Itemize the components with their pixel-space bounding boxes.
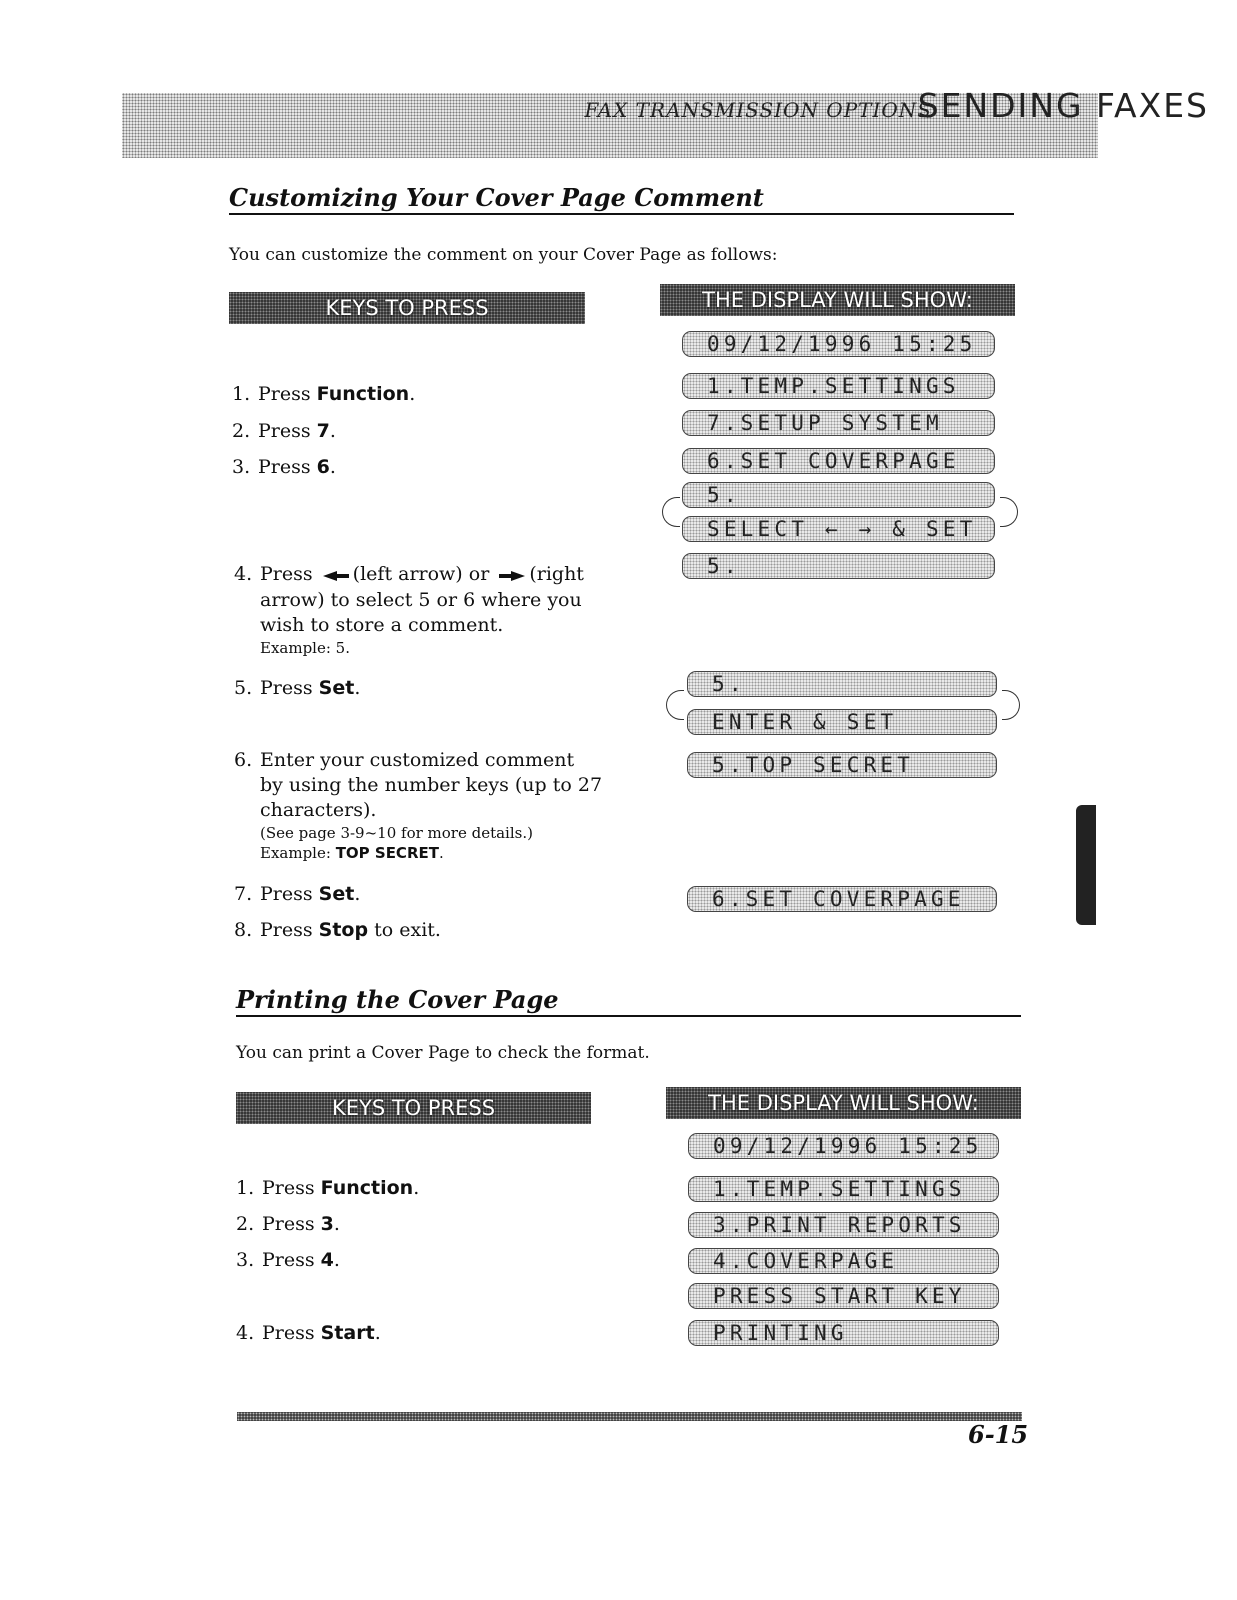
chapter-tab bbox=[1076, 805, 1096, 925]
right-arrow-icon bbox=[499, 563, 525, 588]
lcd-display: 5. bbox=[682, 553, 995, 579]
section-title-customizing: Customizing Your Cover Page Comment bbox=[229, 183, 764, 212]
cycle-arrow-icon bbox=[1000, 497, 1018, 527]
display-will-show-banner: THE DISPLAY WILL SHOW: bbox=[666, 1087, 1021, 1119]
footer-band bbox=[237, 1412, 1022, 1421]
key-name: Set bbox=[318, 883, 355, 905]
section-rule bbox=[236, 1015, 1021, 1017]
step-2: 2. Press 3. bbox=[236, 1213, 340, 1235]
see-page-note: (See page 3-9~10 for more details.) bbox=[260, 824, 533, 842]
step-number: 7. bbox=[234, 883, 253, 905]
lcd-display: PRESS START KEY bbox=[688, 1283, 999, 1309]
step-number: 4. bbox=[234, 563, 253, 585]
header-title: SENDING FAXES bbox=[917, 86, 1209, 125]
step-7: 7. Press Set. bbox=[234, 883, 361, 905]
step-4: 4. Press Start. bbox=[236, 1322, 381, 1344]
key-name: Start bbox=[320, 1322, 375, 1344]
step-5: 5. Press Set. bbox=[234, 677, 361, 699]
cycle-arrow-icon bbox=[1002, 690, 1020, 720]
step-number: 6. bbox=[234, 749, 253, 771]
lcd-display: 5. bbox=[682, 482, 995, 508]
lcd-display: 09/12/1996 15:25 bbox=[682, 331, 995, 357]
lcd-display: 4.COVERPAGE bbox=[688, 1248, 999, 1274]
step-1: 1. Press Function. bbox=[236, 1177, 420, 1199]
step-2: 2. Press 7. bbox=[232, 420, 336, 442]
key-name: 3 bbox=[320, 1213, 334, 1235]
step-number: 2. bbox=[236, 1213, 255, 1235]
lcd-display: 6.SET COVERPAGE bbox=[682, 448, 995, 474]
key-name: 4 bbox=[320, 1249, 334, 1271]
key-name: 6 bbox=[316, 456, 330, 478]
lcd-display: PRINTING bbox=[688, 1320, 999, 1346]
lcd-display: 6.SET COVERPAGE bbox=[687, 886, 997, 912]
page-number: 6-15 bbox=[968, 1420, 1029, 1449]
key-name: 7 bbox=[316, 420, 330, 442]
step-number: 8. bbox=[234, 919, 253, 941]
lcd-display: 1.TEMP.SETTINGS bbox=[682, 373, 995, 399]
step-8: 8. Press Stop to exit. bbox=[234, 919, 441, 941]
step-number: 3. bbox=[236, 1249, 255, 1271]
left-arrow-icon bbox=[323, 563, 349, 588]
step-3: 3. Press 6. bbox=[232, 456, 336, 478]
section-rule bbox=[229, 213, 1014, 215]
step-number: 4. bbox=[236, 1322, 255, 1344]
section-intro: You can print a Cover Page to check the format. bbox=[236, 1043, 650, 1063]
lcd-display: SELECT ← → & SET bbox=[682, 516, 995, 542]
step-number: 5. bbox=[234, 677, 253, 699]
step-number: 2. bbox=[232, 420, 251, 442]
example-note: Example: TOP SECRET. bbox=[260, 844, 444, 862]
key-name: Function bbox=[320, 1177, 414, 1199]
keys-to-press-banner: KEYS TO PRESS bbox=[236, 1092, 591, 1124]
lcd-display: 1.TEMP.SETTINGS bbox=[688, 1176, 999, 1202]
display-will-show-banner: THE DISPLAY WILL SHOW: bbox=[660, 284, 1015, 316]
key-name: Function bbox=[316, 383, 410, 405]
lcd-display: 09/12/1996 15:25 bbox=[688, 1133, 999, 1159]
section-title-printing: Printing the Cover Page bbox=[236, 985, 559, 1014]
lcd-display: ENTER & SET bbox=[687, 709, 997, 735]
key-name: Set bbox=[318, 677, 355, 699]
key-name: Stop bbox=[318, 919, 369, 941]
lcd-display: 3.PRINT REPORTS bbox=[688, 1212, 999, 1238]
cycle-arrow-icon bbox=[666, 690, 684, 720]
step-number: 1. bbox=[232, 383, 251, 405]
step-3: 3. Press 4. bbox=[236, 1249, 340, 1271]
step-number: 1. bbox=[236, 1177, 255, 1199]
lcd-display: 7.SETUP SYSTEM bbox=[682, 410, 995, 436]
cycle-arrow-icon bbox=[662, 497, 680, 527]
step-number: 3. bbox=[232, 456, 251, 478]
lcd-display: 5. bbox=[687, 671, 997, 697]
example-note: Example: 5. bbox=[260, 638, 350, 657]
lcd-display: 5.TOP SECRET bbox=[687, 752, 997, 778]
step-4: 4. Press (left arrow) or (right arrow) to select 5 or 6 where you wish to store a comment. Example: 5. bbox=[234, 562, 604, 658]
section-intro: You can customize the comment on your Cover Page as follows: bbox=[229, 245, 778, 265]
keys-to-press-banner: KEYS TO PRESS bbox=[229, 292, 585, 324]
header-subtitle: FAX TRANSMISSION OPTIONS bbox=[584, 98, 932, 122]
step-6: 6. Enter your customized comment by using the number keys (up to 27 characters). (See page 3-9~10 for more details.) Example: TOP SECRET. bbox=[234, 749, 603, 862]
step-1: 1. Press Function. bbox=[232, 383, 416, 405]
